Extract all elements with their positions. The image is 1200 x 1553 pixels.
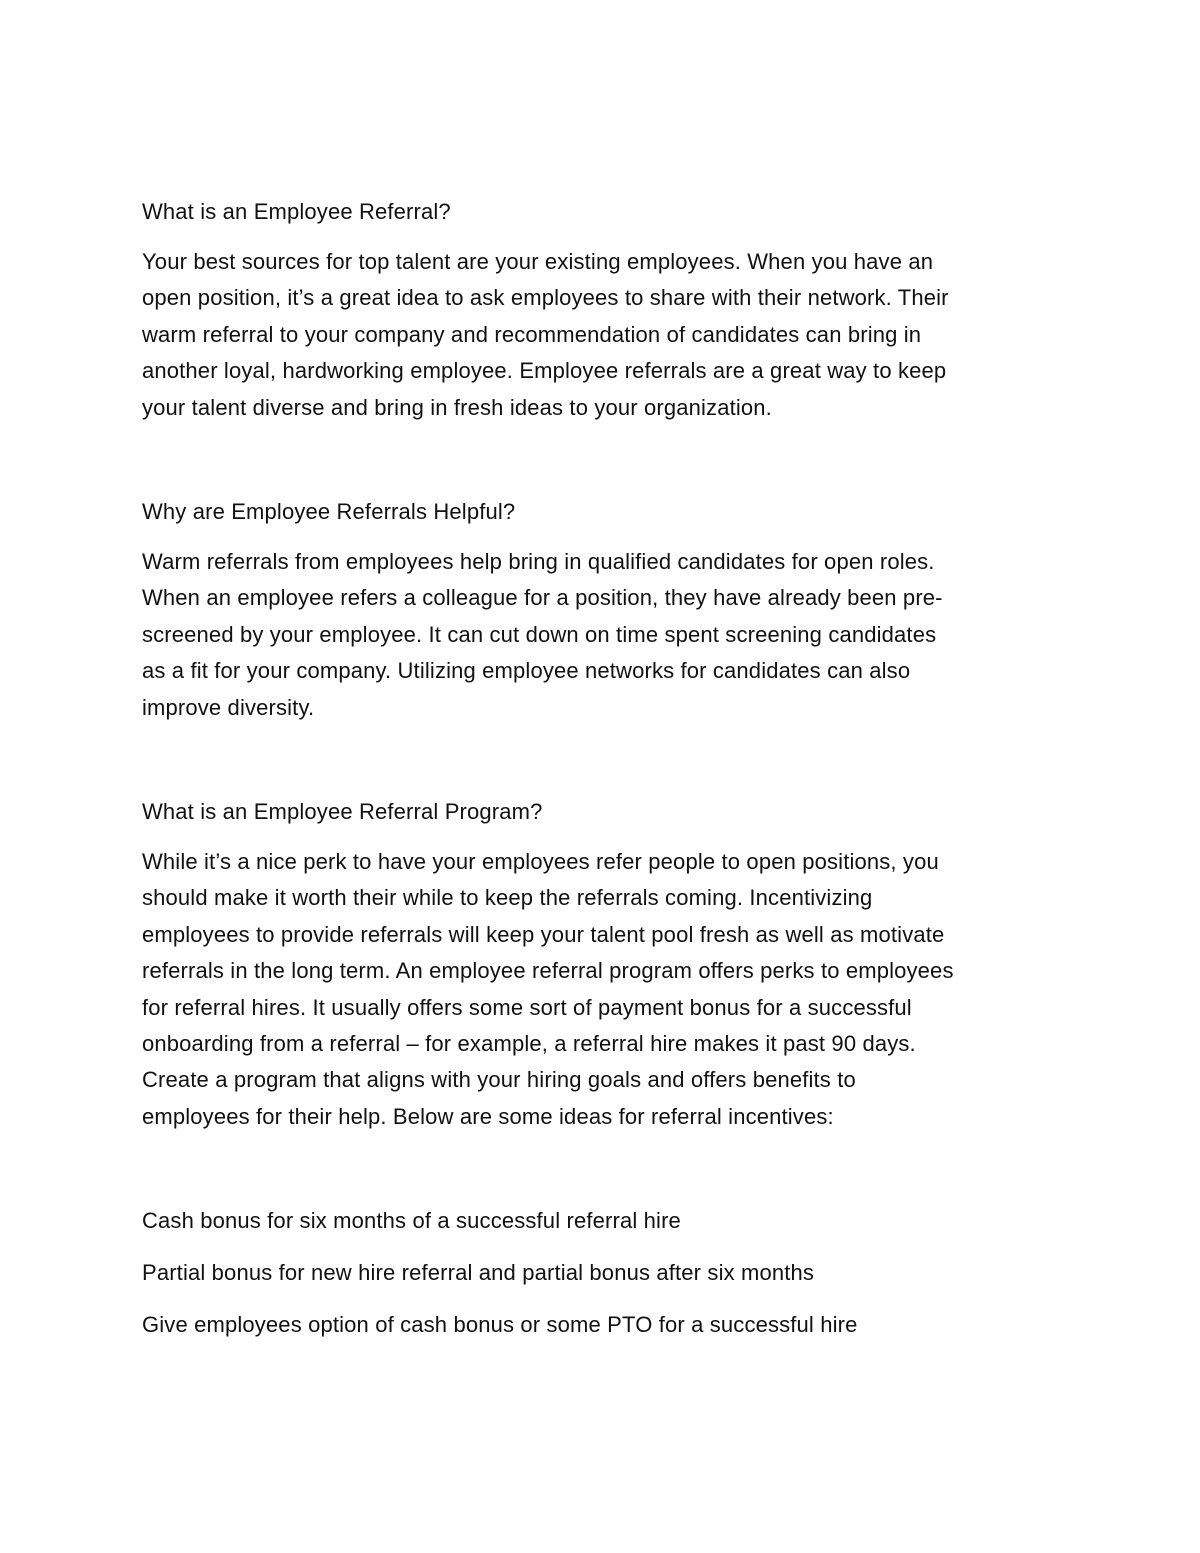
incentive-item: Partial bonus for new hire referral and partial bonus after six months bbox=[142, 1260, 815, 1285]
incentive-item: Give employees option of cash bonus or some PTO for a successful hire bbox=[142, 1312, 858, 1337]
section-body-employee-referral: Your best sources for top talent are your existing employees. When you have an open position, it’s a great idea to ask employees to share with their network. Their warm referral to your company and recommendation of candidates can bring in another loyal, hardworking employee. Employee referrals are a great way to keep your talent diverse and bring in fresh ideas to your organization. bbox=[142, 249, 949, 420]
section-heading-referrals-helpful: Why are Employee Referrals Helpful? bbox=[142, 499, 516, 524]
section-body-referral-program: While it’s a nice perk to have your employees refer people to open positions, you should make it worth their while to keep the referrals coming. Incentivizing employees to provide referrals will keep your talent pool fresh as well as motivate referrals in the long term. An employee referral program offers perks to employees for referral hires. It usually offers some sort of payment bonus for a successful onboarding from a referral – for example, a referral hire makes it past 90 days. Create a program that aligns with your hiring goals and offers benefits to employees for their help. Below are some ideas for referral incentives: bbox=[142, 849, 954, 1129]
section-heading-employee-referral: What is an Employee Referral? bbox=[142, 199, 451, 224]
section-heading-referral-program: What is an Employee Referral Program? bbox=[142, 799, 543, 824]
incentive-item: Cash bonus for six months of a successful referral hire bbox=[142, 1208, 681, 1233]
section-body-referrals-helpful: Warm referrals from employees help bring in qualified candidates for open roles. When an employee refers a colleague for a position, they have already been pre- screened by your employee. It can cut down on time spent screening candidates as a fit for your company. Utilizing employee networks for candidates can also improve diversity. bbox=[142, 549, 943, 720]
